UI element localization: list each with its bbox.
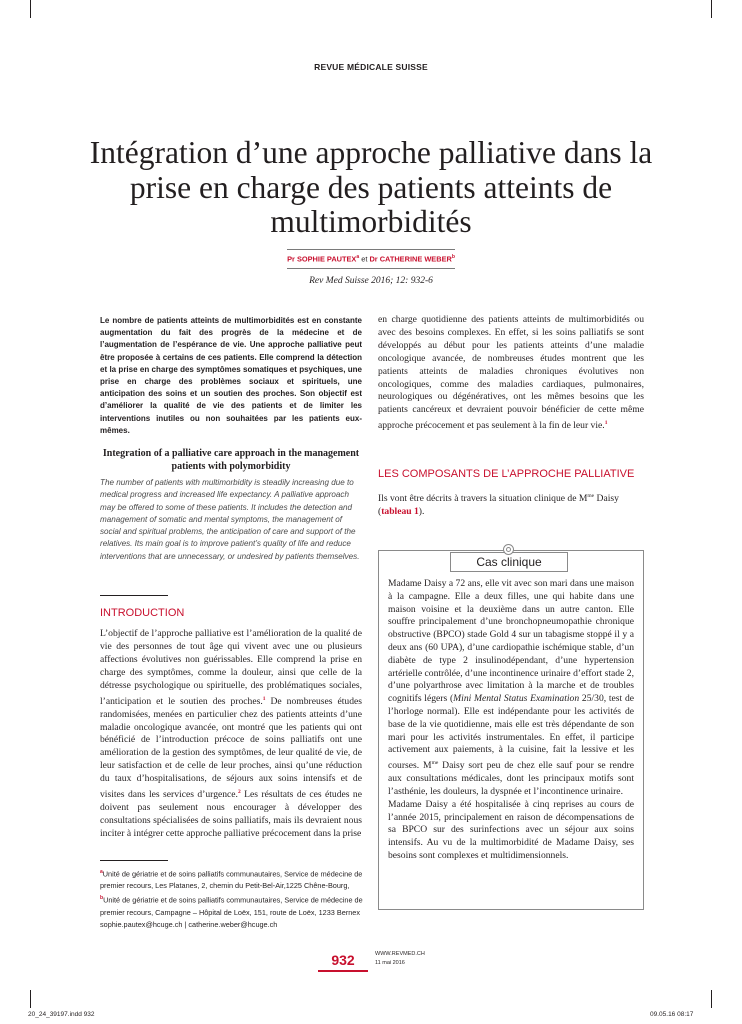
abstract-english-title: Integration of a palliative care approach in the management patients with polymorbidity — [102, 448, 360, 472]
case-part: 25/30, test de l’horloge normal). Elle est indépendante pour les activités de base de la vie quotidienne, mais elle est très dépendante de son mari pour les activités instrumentales. En effet, il participe activement aux paiements, à la cuisine, fait la lessive et les courses. M — [388, 693, 634, 772]
case-paragraph: Madame Daisy a été hospitalisée à cinq reprises au cours de l’année 2015, principalement en raison de décompensations de sa BPCO sur des surinfections avec un séjour aux soins intensifs. Au vu de la multimorbidité de Madame Daisy, ses besoins sont complexes et multidimensionnels. — [388, 798, 634, 861]
citation: Rev Med Suisse 2016; 12: 932-6 — [309, 276, 433, 286]
crop-mark — [30, 990, 31, 1008]
author-rule-top — [287, 249, 455, 250]
article-title: Intégration d’une approche palliative dans la prise en charge des patients atteints de multimorbidités — [89, 135, 653, 239]
affiliations — [100, 866, 370, 931]
components-part: ). — [418, 506, 425, 518]
components-text — [378, 490, 644, 519]
introduction-heading: INTRODUCTION — [100, 607, 185, 619]
affiliation-b: Unité de gériatrie et de soins palliatifs communautaires, Service de médecine de premier recours, Campagne – Hôpital de Loëx, 151, route de Loëx, 1233 Bernex — [100, 895, 363, 917]
abstract-english: The number of patients with multimorbidity is steadily increasing due to medical progress and increased life expectancy. A palliative approach may be offered to some of these patients. It includes the detection and management of somatic and mental symptoms, the management of social and spiritual problems, the anticipation of care and support of the relatives. Its main goal is to improve patient’s quality of life and reduce interventions that are unnecessary, or undesired by patients themselves. — [100, 478, 360, 561]
affiliation-a: Unité de gériatrie et de soins palliatifs communautaires, Service de médecine de premier recours, Les Platanes, 2, chemin du Petit-Bel-Air,1225 Chêne-Bourg, — [100, 869, 363, 891]
site-url: WWW.REVMED.CH — [375, 951, 425, 957]
page-number: 932 — [318, 952, 368, 969]
right-column-text — [378, 314, 644, 433]
page-meta — [375, 950, 425, 968]
reference-marker: 1 — [262, 695, 266, 702]
page-number-rule — [318, 970, 368, 972]
journal-name: REVUE MÉDICALE SUISSE — [314, 62, 428, 72]
crop-mark — [711, 0, 712, 18]
intro-paragraph-part: L’objectif de l’approche palliative est l’amélioration de la qualité de vie des personnes de tout âge qui vivent avec une ou plusieurs affections évolutives non guérissables. Elle comprend la prise en charge des symptômes, comme la douleur, ainsi que celle de la détresse psychologique ou spirituelle, des problématiques sociales, l’anticipation et le soutien des proches. — [100, 628, 362, 707]
right-paragraph-part: en charge quotidienne des patients atteints de multimorbidités ou avec des besoins complexes. En effet, si les soins palliatifs se sont développés au début pour les patients atteints d’une maladie oncologique avancée, de nombreuses études montrent que les patients atteints de maladies chroniques évolutives non oncologiques, comme des maladies cardiaques, pulmonaires, neurologiques ou dégénératives, ont les mêmes besoins que les patients cancéreux et devraient pouvoir bénéficier de cette même approche précocement et pas seulement à la fin de leur vie. — [378, 314, 644, 432]
affiliation-sup: b — [100, 895, 104, 902]
author-name: Pr SOPHIE PAUTEX — [287, 254, 357, 264]
author-conjunction: et — [359, 254, 370, 264]
reference-marker: 2 — [237, 789, 241, 796]
components-heading: LES COMPOSANTS DE L’APPROCHE PALLIATIVE — [378, 468, 635, 480]
affiliation-sup: a — [356, 254, 360, 260]
author-name: Dr CATHERINE WEBER — [369, 254, 452, 264]
components-part: Daisy ( — [378, 493, 619, 518]
abstract-french: Le nombre de patients atteints de multimorbidités est en constante augmentation du fait des progrès de la médecine et de l’augmentation de l’espérance de vie. Une approche palliative peut être proposée à certains de ces patients. Elle comprend la détection et la prise en charge des symptômes somatiques et psychiques, une prise en charge des problèmes sociaux et spirituels, une anticipation des soins et un soutien des proches. Son objectif est d’améliorer la qualité de vie des patients et de limiter les interventions inutiles ou non souhaitées par les patients eux-mêmes. — [100, 316, 362, 435]
author-line — [0, 254, 742, 263]
print-slug-timestamp: 09.05.16 08:17 — [650, 1011, 694, 1018]
footnote-divider — [100, 860, 168, 861]
title-sup: me — [431, 760, 439, 767]
crop-mark — [711, 990, 712, 1008]
case-part: Daisy sort peu de chez elle sauf pour se rendre aux consultations médicales, dont les principaux motifs sont l’asthénie, les douleurs, la dyspnée et l’incontinence urinaire. — [388, 760, 634, 797]
box-connector-inner-icon — [506, 547, 511, 552]
case-paragraph — [388, 578, 634, 799]
author-rule-bottom — [287, 268, 455, 269]
affiliation-sup: a — [100, 869, 103, 875]
case-part: Madame Daisy a 72 ans, elle vit avec son mari dans une maison à la campagne. Elle a deux filles, une qui habite dans une maison voisine et la deuxième dans un autre canton. Elle souffre principalement d’une bronchopneumopathie chronique obstructive (BPCO) stade Gold 4 sur un tabagisme stoppé il y a deux ans (60 UPA), d’une cardiopathie ischémique stable, d’un diabète de type 2 insulinodépendant, d’une hypertension artérielle contrôlée, d’une incontinence urinaire d’effort stade 2, d’une polyarthrose avec limitation à la marche et de troubles cognitifs légers ( — [388, 578, 634, 705]
intro-paragraph-part: Les résultats de ces études ne doivent pas seulement nous encourager à développer des consultations spécialisées de soins palliatifs, mais ils devraient nous inciter à intégrer cette approche palliative précocement dans la prise — [100, 789, 362, 839]
crop-mark — [30, 0, 31, 18]
introduction-text — [100, 628, 362, 841]
section-divider — [100, 595, 168, 596]
reference-marker: 1 — [604, 420, 608, 427]
case-italic-part: Mini Mental Status Examination — [453, 693, 580, 705]
print-slug-file: 20_24_39197.indd 932 — [28, 1011, 95, 1018]
author-emails: sophie.pautex@hcuge.ch | catherine.weber@hcuge.ch — [100, 919, 278, 929]
intro-paragraph-part: De nombreuses études randomisées, menées en particulier chez des patients atteints d’une maladie oncologique avancée, ont montré que les patients qui ont bénéficié de l’introduction précoce de soins palliatifs ont une amélioration de la gestion des symptômes, de leur qualité de vie, de leur satisfaction et de celle de leur proches, ainsi qu’une réduction du taux d’hospitalisations, de séjours aux soins intensifs et de visites dans les services d’urgence. — [100, 695, 362, 801]
title-sup: me — [587, 493, 595, 499]
affiliation-sup: b — [451, 254, 455, 260]
components-part: Ils vont être décrits à travers la situation clinique de M — [378, 493, 588, 505]
clinical-case-label: Cas clinique — [450, 552, 568, 572]
issue-date: 11 mai 2016 — [375, 960, 405, 966]
table-reference-link[interactable]: tableau 1 — [381, 506, 419, 518]
clinical-case-text — [388, 578, 634, 863]
